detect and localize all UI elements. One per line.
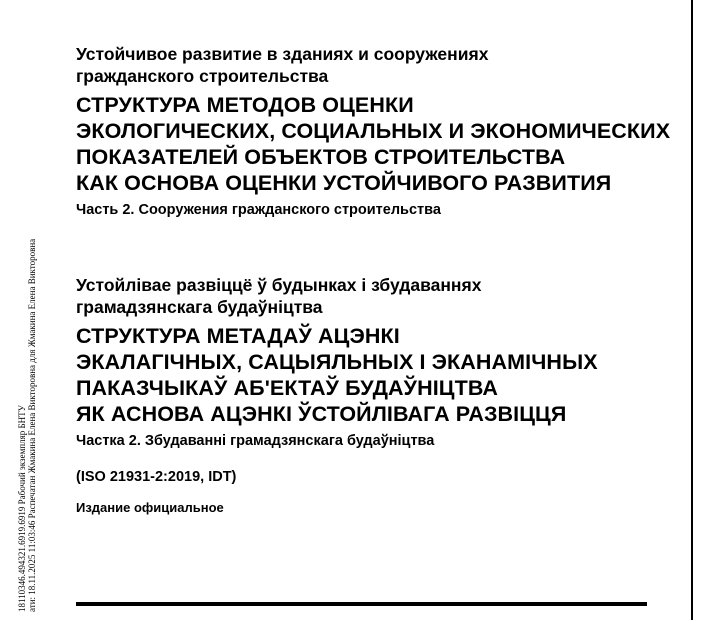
- edition-label: Издание официальное: [76, 500, 224, 515]
- russian-subtitle: [76, 43, 666, 87]
- belarusian-part-label: Частка 2. Збудаванні грамадзянскага будаўніцтва: [76, 433, 435, 449]
- belarusian-subtitle: [76, 274, 666, 318]
- belarusian-title-line: ЭКАЛАГІЧНЫХ, САЦЫЯЛЬНЫХ І ЭКАНАМІЧНЫХ: [76, 350, 598, 374]
- belarusian-title-line: СТРУКТУРА МЕТАДАЎ АЦЭНКІ: [76, 324, 400, 348]
- belarusian-title-line: ПАКАЗЧЫКАЎ АБ'ЕКТАЎ БУДАЎНІЦТВА: [76, 376, 499, 400]
- bottom-rule-divider: [76, 602, 647, 606]
- belarusian-main-title: [76, 323, 666, 427]
- russian-part-label: Часть 2. Сооружения гражданского строительства: [76, 202, 441, 218]
- russian-subtitle-line: гражданского строительства: [76, 66, 329, 86]
- russian-title-line: КАК ОСНОВА ОЦЕНКИ УСТОЙЧИВОГО РАЗВИТИЯ: [76, 171, 612, 195]
- russian-title-block: [76, 43, 671, 219]
- russian-title-line: СТРУКТУРА МЕТОДОВ ОЦЕНКИ: [76, 93, 414, 117]
- belarusian-title-block: [76, 274, 666, 450]
- belarusian-subtitle-line: грамадзянскага будаўніцтва: [76, 297, 323, 317]
- russian-main-title: [76, 92, 671, 196]
- belarusian-subtitle-line: Устойлівае развіццё ў будынках і збудаваннях: [76, 275, 482, 295]
- russian-title-line: ЭКОЛОГИЧЕСКИХ, СОЦИАЛЬНЫХ И ЭКОНОМИЧЕСКИХ: [76, 119, 671, 143]
- stamp-line-2: ати: 18.11.2025 11:03:46 Распечатан Жмакина Елена Викторовна для Жмакина Елена Викторовна: [27, 238, 37, 612]
- russian-title-line: ПОКАЗАТЕЛЕЙ ОБЪЕКТОВ СТРОИТЕЛЬСТВА: [76, 145, 566, 169]
- page-right-border: [691, 0, 693, 620]
- side-watermark-stamp: [17, 92, 37, 612]
- title-page-content: [76, 43, 671, 516]
- stamp-line-1: 18110346.494321.6919.6919 Рабочий экземпляр БНТУ: [17, 404, 27, 612]
- russian-subtitle-line: Устойчивое развитие в зданиях и сооружениях: [76, 44, 489, 64]
- belarusian-title-line: ЯК АСНОВА АЦЭНКІ ЎСТОЙЛІВАГА РАЗВІЦЦЯ: [76, 402, 567, 426]
- iso-reference: (ISO 21931-2:2019, IDT): [76, 469, 237, 485]
